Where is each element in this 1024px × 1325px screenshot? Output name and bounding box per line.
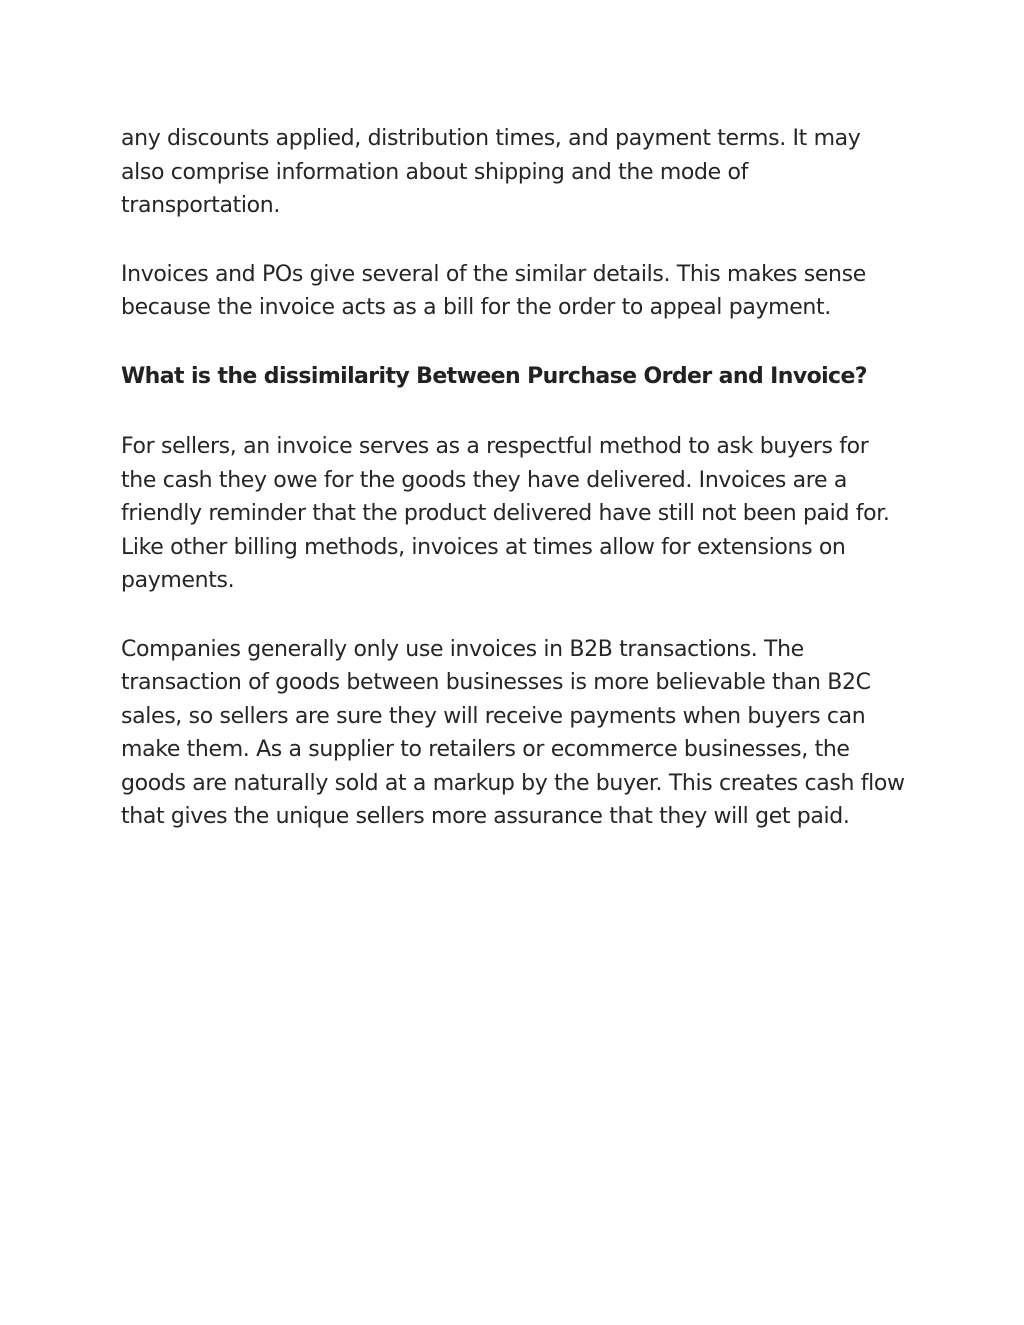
paragraph-b2b-transactions: Companies generally only use invoices in B2B transactions. The transaction of goods between businesses is more believable than B2C sales, so sellers are sure they will receive payments when buyers can make them. As a supplier to retailers or ecommerce businesses, the goods are naturally sold at a markup by the buyer. This creates cash flow that gives the unique sellers more assurance that they will get paid. [121,636,905,829]
document-body [121,122,906,869]
paragraph-invoices-and-pos: Invoices and POs give several of the similar details. This makes sense because the invoice acts as a bill for the order to appeal payment. [121,261,866,320]
paragraph-for-sellers: For sellers, an invoice serves as a respectful method to ask buyers for the cash they owe for the goods they have delivered. Invoices are a friendly reminder that the product delivered have still not been paid for. Like other billing methods, invoices at times allow for extensions on payments. [121,434,890,593]
paragraph-po-details-continued: any discounts applied, distribution times, and payment terms. It may also comprise information about shipping and the mode of transportation. [121,126,861,218]
section-heading: What is the dissimilarity Between Purchase Order and Invoice? [121,363,867,389]
